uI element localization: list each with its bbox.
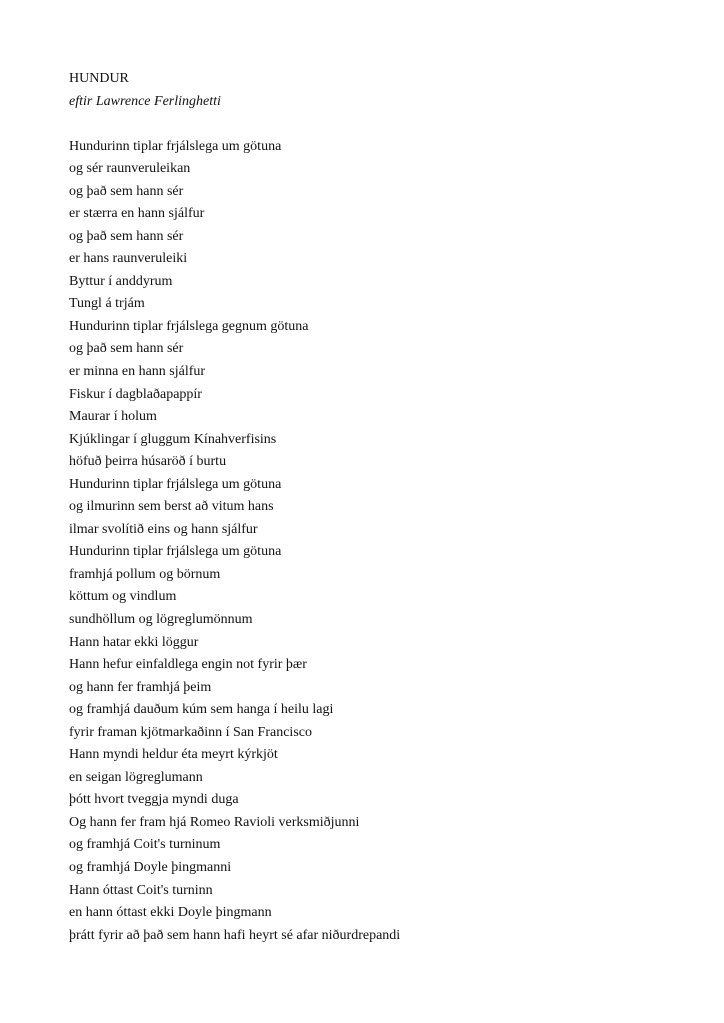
- poem-line: og sér raunveruleikan: [69, 161, 191, 177]
- poem-line: er hans raunveruleiki: [69, 251, 188, 267]
- poem-line: en hann óttast ekki Doyle þingmann: [69, 905, 272, 921]
- poem-line: þótt hvort tveggja myndi duga: [69, 792, 239, 808]
- poem-line: Hundurinn tiplar frjálslega um götuna: [69, 544, 282, 560]
- poem-title: HUNDUR: [69, 71, 129, 86]
- poem-line: er stærra en hann sjálfur: [69, 206, 205, 222]
- poem-line: Kjúklingar í gluggum Kínahverfisins: [69, 431, 277, 447]
- poem-line: er minna en hann sjálfur: [69, 363, 206, 379]
- poem-line: köttum og vindlum: [69, 589, 177, 605]
- poem-line: Hann myndi heldur éta meyrt kýrkjöt: [69, 747, 278, 763]
- poem-body: [69, 136, 709, 948]
- poem-line: og framhjá dauðum kúm sem hanga í heilu lagi: [69, 702, 334, 718]
- poem-line: Hundurinn tiplar frjálslega um götuna: [69, 476, 282, 492]
- poem-line: Hundurinn tiplar frjálslega um götuna: [69, 138, 282, 154]
- poem-line: þrátt fyrir að það sem hann hafi heyrt sé afar niðurdrepandi: [69, 927, 401, 943]
- poem-line: fyrir framan kjötmarkaðinn í San Francisco: [69, 724, 312, 740]
- poem-line: höfuð þeirra húsaröð í burtu: [69, 454, 227, 470]
- poem-line: Tungl á trjám: [69, 296, 145, 312]
- poem-line: og framhjá Doyle þingmanni: [69, 860, 232, 875]
- poem-line: Og hann fer fram hjá Romeo Ravioli verksmiðjunni: [69, 814, 360, 830]
- poem-line: Fiskur í dagblaðapappír: [69, 386, 202, 402]
- poem-line: Hann hefur einfaldlega engin not fyrir þær: [69, 657, 307, 673]
- poem-line: ilmar svolítið eins og hann sjálfur: [69, 521, 258, 537]
- poem-line: Byttur í anddyrum: [69, 273, 173, 289]
- poem-line: og það sem hann sér: [69, 183, 184, 199]
- poem-author: eftir Lawrence Ferlinghetti: [69, 93, 221, 109]
- poem-line: og það sem hann sér: [69, 341, 184, 357]
- poem-line: framhjá pollum og börnum: [69, 566, 221, 582]
- document-page: [69, 68, 709, 947]
- poem-line: Hann óttast Coit's turninn: [69, 882, 213, 898]
- poem-line: Hundurinn tiplar frjálslega gegnum götuna: [69, 318, 309, 334]
- poem-line: en seigan lögreglumann: [69, 769, 203, 785]
- poem-line: sundhöllum og lögreglumönnum: [69, 611, 253, 627]
- poem-line: Maurar í holum: [69, 409, 157, 425]
- poem-line: og það sem hann sér: [69, 228, 184, 244]
- poem-line: og ilmurinn sem berst að vitum hans: [69, 499, 274, 515]
- poem-line: og hann fer framhjá þeim: [69, 679, 212, 695]
- poem-line: Hann hatar ekki löggur: [69, 634, 199, 650]
- poem-line: og framhjá Coit's turninum: [69, 837, 221, 853]
